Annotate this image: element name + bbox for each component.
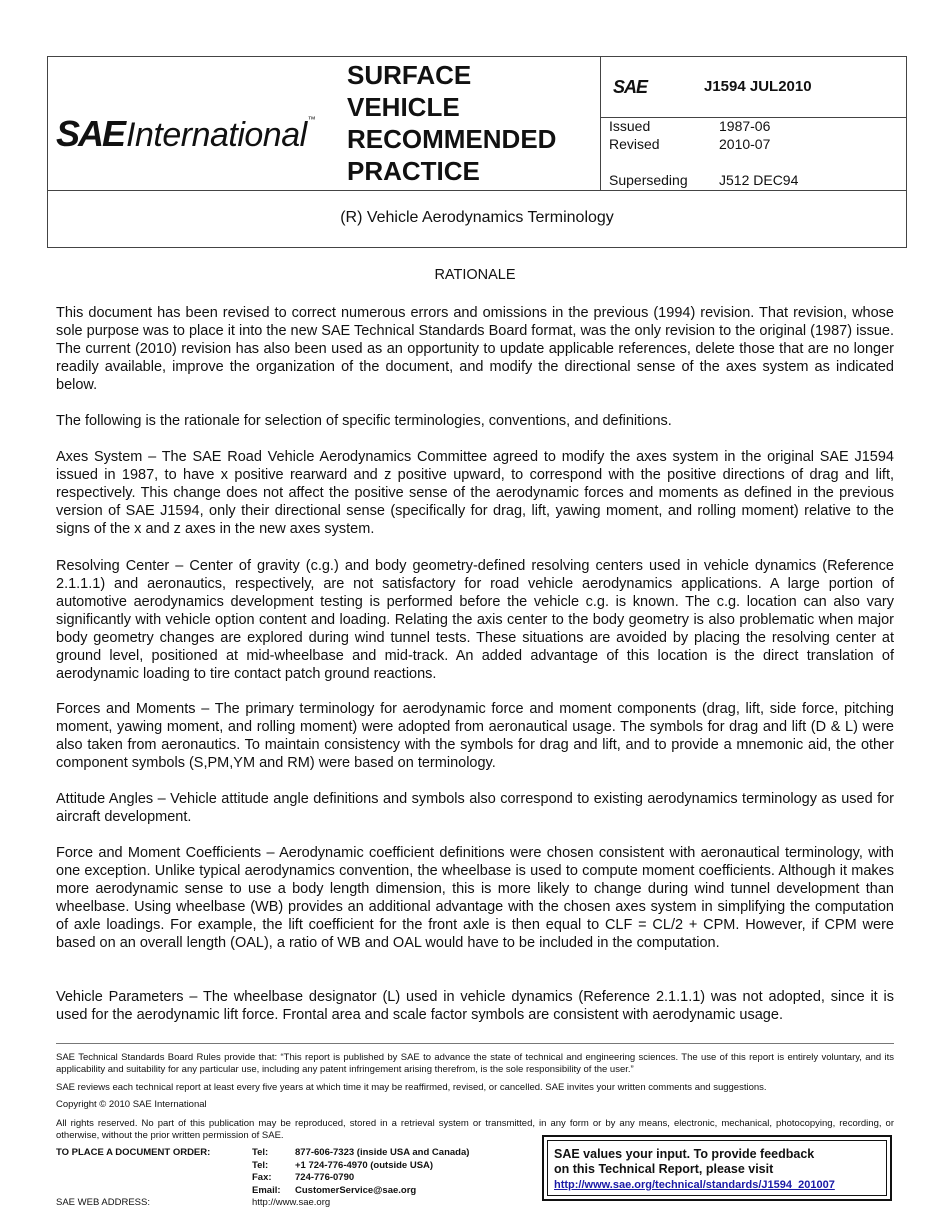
- paragraph-resolving-center: Resolving Center – Center of gravity (c.g.) and body geometry-defined resolving centers used in vehicle dynamics (Reference 2.1.1.1) and aeronautics, respectively, are not satisfactory for road vehicle aerodynamics applications. A large portion of automotive aerodynamics development testing is performed before the vehicle c.g. is known. The c.g. location can also vary significantly with vehicle option content and loading. Relating the axis center to the body geometry is also problematic when major body geometry changes are explored during wind tunnel tests. These situations are avoided by placing the resolving center at ground level, positioned at mid-wheelbase and mid-track. An added advantage of this location is the direct translation of aerodynamic loading to tire contact patch ground reactions.: [56, 558, 894, 682]
- superseding-row: [609, 172, 798, 188]
- contact-label: Tel:: [252, 1160, 269, 1171]
- feedback-link[interactable]: http://www.sae.org/technical/standards/J1594_201007: [554, 1179, 835, 1191]
- superseding-label: Superseding: [609, 172, 688, 188]
- document-header: [47, 56, 907, 248]
- sae-international-logo: [56, 113, 316, 155]
- doctype-line-3: RECOMMENDED: [347, 124, 557, 154]
- contact-value: 724-776-0790: [295, 1172, 355, 1183]
- contact-email: [252, 1185, 416, 1196]
- doctype-line-2: VEHICLE: [347, 92, 460, 122]
- contact-email-value[interactable]: CustomerService@sae.org: [295, 1185, 417, 1196]
- web-address-link[interactable]: http://www.sae.org: [252, 1197, 331, 1208]
- document-id-panel: [600, 57, 907, 190]
- logo-trademark: ™: [307, 115, 316, 124]
- paragraph-intro: This document has been revised to correct numerous errors and omissions in the previous (1994) revision. That revision, whose sole purpose was to place it into the new SAE Technical Standards Board format, was the only revision to the original (1987) issue. The current (2010) revision has also been used as an opportunity to update applicable references, delete those that are no longer readily available, improve the organization of the document, and modify the directional sense of the axes system as indicated below.: [56, 305, 894, 393]
- paragraph-coefficients: Force and Moment Coefficients – Aerodynamic coefficient definitions were chosen consistent with aeronautical terminology, with one exception. Unlike typical aerodynamics convention, the wheelbase is used to compute moment coefficients. Although it makes more aerodynamic sense to use a body length dimension, this is more likely to change during wind tunnel development than wheelbase. Using wheelbase (WB) provides an additional advantage with the chosen axes system in simplifying the computation of axle loadings. For example, the lift coefficient for the front axle is then equal to CLF = CL/2 + CPM. However, if CPM were based on an overall length (OAL), a ratio of WB and OAL would have to be included in the computation.: [56, 845, 894, 951]
- section-heading: RATIONALE: [434, 267, 516, 283]
- web-address-label: SAE WEB ADDRESS:: [56, 1197, 150, 1208]
- review-text: SAE reviews each technical report at least every five years at which time it may be reaffirmed, revised, or cancelled. SAE invites your written comments and suggestions.: [56, 1082, 767, 1093]
- contact-fax: [252, 1172, 354, 1183]
- document-title: (R) Vehicle Aerodynamics Terminology: [340, 209, 614, 226]
- document-number-row: [601, 57, 907, 118]
- superseding-value: J512 DEC94: [719, 172, 799, 188]
- issued-row: [609, 118, 770, 134]
- contact-tel-international: [252, 1160, 433, 1171]
- contact-label: Fax:: [252, 1172, 272, 1183]
- paragraph-vehicle-parameters: Vehicle Parameters – The wheelbase designator (L) used in vehicle dynamics (Reference 2.1.1.1) was not adopted, since it is used for the aerodynamic lift force. Frontal area and scale factor symbols are consistent with aerodynamic usage.: [56, 989, 894, 1023]
- doctype-line-4: PRACTICE: [347, 156, 480, 186]
- document-type: [347, 59, 556, 187]
- paragraph-forces-moments: Forces and Moments – The primary terminology for aerodynamic force and moment components (drag, lift, side force, pitching moment, yawing moment, and rolling moment) were adopted from aeronautical usage. The symbols for drag and lift (D & L) were also taken from aeronautics. To maintain consistency with the symbols for drag and lift, and to provide a mnemonic aid, the other component symbols (S,PM,YM and RM) were based on terminology.: [56, 701, 894, 771]
- paragraph-axes-system: Axes System – The SAE Road Vehicle Aerodynamics Committee agreed to modify the axes system in the original SAE J1594 issued in 1987, to have x positive rearward and z positive upward, to correspond with the positive directions of drag and lift, respectively. This change does not affect the positive sense of the aerodynamic forces and moments as defined in the previous version of SAE J1594, only their directional sense (specifically for drag, lift, yawing moment, and rolling moment) relative to the signs of the x and z axes in the new axes system.: [56, 449, 894, 537]
- feedback-line-2: on this Technical Report, please visit: [554, 1162, 774, 1176]
- contact-value: +1 724-776-4970 (outside USA): [295, 1160, 434, 1171]
- issued-value: 1987-06: [719, 118, 771, 134]
- footer-divider: [56, 1043, 894, 1044]
- feedback-line-1: SAE values your input. To provide feedback: [554, 1147, 815, 1161]
- contact-value: 877-606-7323 (inside USA and Canada): [295, 1147, 470, 1158]
- feedback-inner-frame: [547, 1140, 887, 1196]
- contact-label: Email:: [252, 1185, 281, 1196]
- paragraph-attitude-angles: Attitude Angles – Vehicle attitude angle definitions and symbols also correspond to existing aerodynamics terminology as used for aircraft development.: [56, 791, 894, 825]
- contact-label: Tel:: [252, 1147, 269, 1158]
- order-label: TO PLACE A DOCUMENT ORDER:: [56, 1147, 211, 1158]
- revised-value: 2010-07: [719, 136, 771, 152]
- rights-text: All rights reserved. No part of this publication may be reproduced, stored in a retrieval system or transmitted, in any form or by any means, electronic, mechanical, photocopying, recording, or otherwise, without the prior written permission of SAE.: [56, 1118, 894, 1141]
- tsb-rules-text: SAE Technical Standards Board Rules provide that: “This report is published by SAE to advance the state of technical and engineering sciences. The use of this report is entirely voluntary, and its applicability and suitability for any particular use, including any patent infringement arising therefrom, is the sole responsibility of the user.”: [56, 1052, 894, 1075]
- sae-mini-logo: SAE: [613, 77, 648, 97]
- document-number: J1594 JUL2010: [704, 78, 812, 95]
- feedback-box: [542, 1135, 892, 1201]
- feedback-text: [554, 1147, 814, 1177]
- revised-row: [609, 136, 770, 152]
- header-top-row: [48, 57, 906, 191]
- paragraph-rationale-lead: The following is the rationale for selection of specific terminologies, conventions, and definitions.: [56, 413, 672, 429]
- doctype-line-1: SURFACE: [347, 60, 472, 90]
- copyright-text: Copyright © 2010 SAE International: [56, 1099, 207, 1110]
- logo-international-text: International: [126, 116, 307, 154]
- logo-sae-text: SAE: [56, 113, 125, 154]
- issued-label: Issued: [609, 118, 651, 134]
- contact-tel-domestic: [252, 1147, 469, 1158]
- revised-label: Revised: [609, 136, 660, 152]
